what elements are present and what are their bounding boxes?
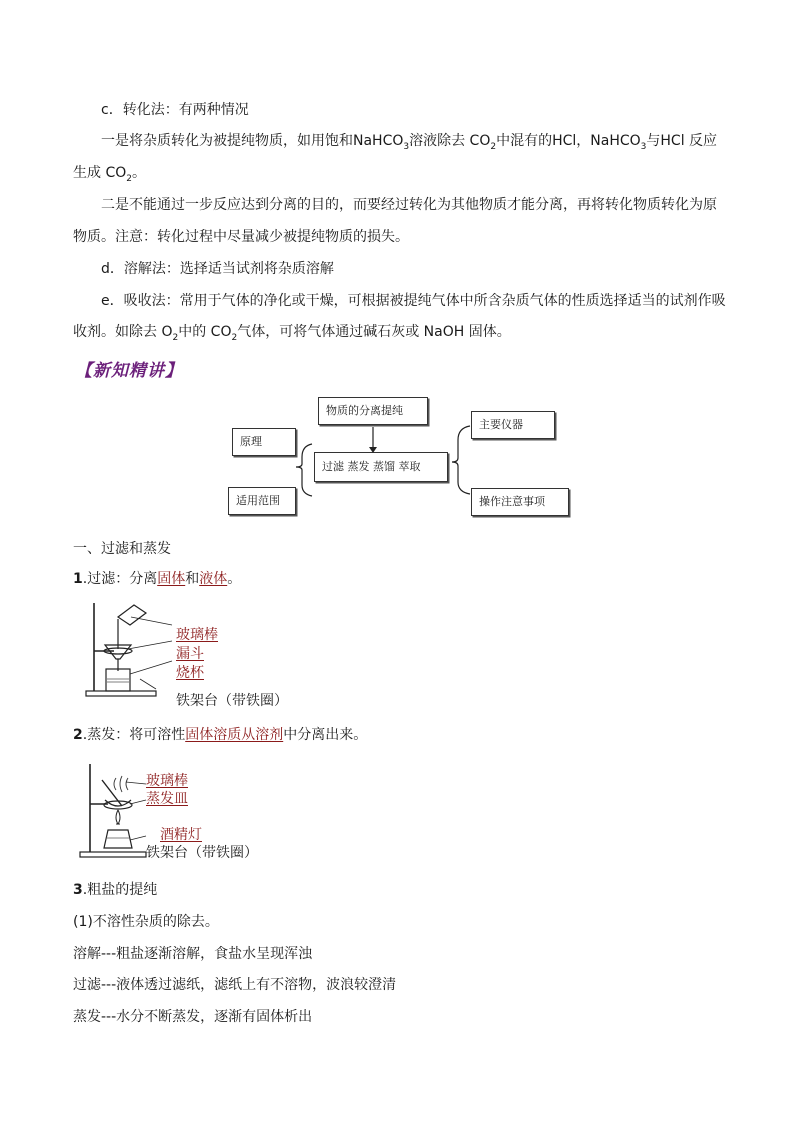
diagram-box-right-top: [471, 411, 555, 439]
paragraph-dissolution-method: d．溶解法：选择适当试剂将杂质溶解: [101, 261, 334, 277]
evaporation-apparatus-icon: [78, 760, 148, 860]
text: 中的 CO: [178, 324, 232, 340]
step-dissolve: 溶解---粗盐逐渐溶解，食盐水呈现浑浊: [73, 946, 313, 962]
step-evaporate: 蒸发---水分不断蒸发，逐渐有固体析出: [73, 1009, 313, 1025]
text: 溶液除去 CO: [409, 133, 491, 149]
underlined-term: 固体溶质从溶剂: [185, 727, 284, 743]
paragraph-absorption-method-cont: [73, 322, 511, 348]
item-number: 2: [73, 727, 83, 743]
paragraph-conversion-case2-cont: 物质。注意：转化过程中尽量减少被提纯物质的损失。: [73, 229, 409, 245]
section-heading: 【新知精讲】: [75, 361, 183, 381]
paragraph-absorption-method: e．吸收法：常用于气体的净化或干燥，可根据被提纯气体中所含杂质气体的性质选择适当的试剂作吸: [101, 293, 726, 309]
text: 气体，可将气体通过碱石灰或 NaOH 固体。: [237, 324, 511, 340]
fig1-label-funnel: 漏斗: [176, 646, 204, 662]
paragraph-conversion-case1-cont: [73, 163, 146, 189]
text: .过滤：分离: [82, 571, 158, 587]
subscript: 2: [126, 173, 132, 184]
text: 生成 CO: [73, 165, 127, 181]
fig2-label-alcohol-lamp: 酒精灯: [160, 827, 202, 843]
item-number: 3: [73, 882, 83, 898]
text: 。: [227, 571, 242, 587]
item3-salt-purification: [73, 880, 157, 900]
text: 。: [131, 165, 146, 181]
filtration-apparatus-icon: [84, 599, 174, 699]
paragraph-conversion-case1: [101, 131, 717, 157]
item1-filtration: [73, 569, 241, 589]
section1-title: 一、过滤和蒸发: [73, 541, 171, 557]
fig1-label-iron-stand: 铁架台（带铁圈）: [176, 693, 288, 709]
text: 中分离出来。: [283, 727, 368, 743]
fig1-label-beaker: 烧杯: [176, 665, 204, 681]
diagram-box-left-top: [232, 428, 296, 456]
subscript: 2: [231, 332, 238, 343]
text: 与HCl 反应: [646, 133, 718, 149]
text: .蒸发：将可溶性: [82, 727, 186, 743]
item2-evaporation: [73, 725, 367, 745]
text: 中混有的HCl，NaHCO: [496, 133, 641, 149]
text: 一是将杂质转化为被提纯物质，如用饱和NaHCO: [101, 133, 404, 149]
subscript: 2: [172, 332, 179, 343]
box-label: 适用范围: [236, 494, 280, 507]
item-number: 1: [73, 571, 83, 587]
diagram-connectors: [290, 420, 480, 524]
box-label: 物质的分离提纯: [326, 404, 403, 417]
subscript: 2: [490, 141, 497, 152]
paragraph-conversion-method: c．转化法：有两种情况: [101, 102, 249, 118]
text: 和: [185, 571, 200, 587]
fig1-label-glass-rod: 玻璃棒: [176, 627, 218, 643]
box-label: 原理: [240, 435, 262, 448]
underlined-term: 液体: [199, 571, 228, 587]
subscript: 3: [403, 141, 410, 152]
sub-insoluble-removal: (1)不溶性杂质的除去。: [73, 914, 219, 930]
diagram-box-right-bottom: [471, 488, 569, 516]
paragraph-conversion-case2: 二是不能通过一步反应达到分离的目的，而要经过转化为其他物质才能分离，再将转化物质转化为原: [101, 197, 717, 213]
fig2-label-evaporating-dish: 蒸发皿: [146, 791, 188, 807]
subscript: 3: [640, 141, 647, 152]
diagram-box-left-bottom: [228, 487, 296, 515]
box-label: 主要仪器: [479, 418, 523, 431]
step-filter: 过滤---液体透过滤纸，滤纸上有不溶物，波浪较澄清: [73, 977, 397, 993]
fig2-label-glass-rod: 玻璃棒: [146, 773, 188, 789]
text: .粗盐的提纯: [82, 882, 158, 898]
box-label: 过滤 蒸发 蒸馏 萃取: [322, 460, 421, 473]
fig2-label-iron-stand: 铁架台（带铁圈）: [146, 845, 258, 861]
box-label: 操作注意事项: [479, 495, 545, 508]
text: 收剂。如除去 O: [73, 324, 173, 340]
underlined-term: 固体: [157, 571, 186, 587]
